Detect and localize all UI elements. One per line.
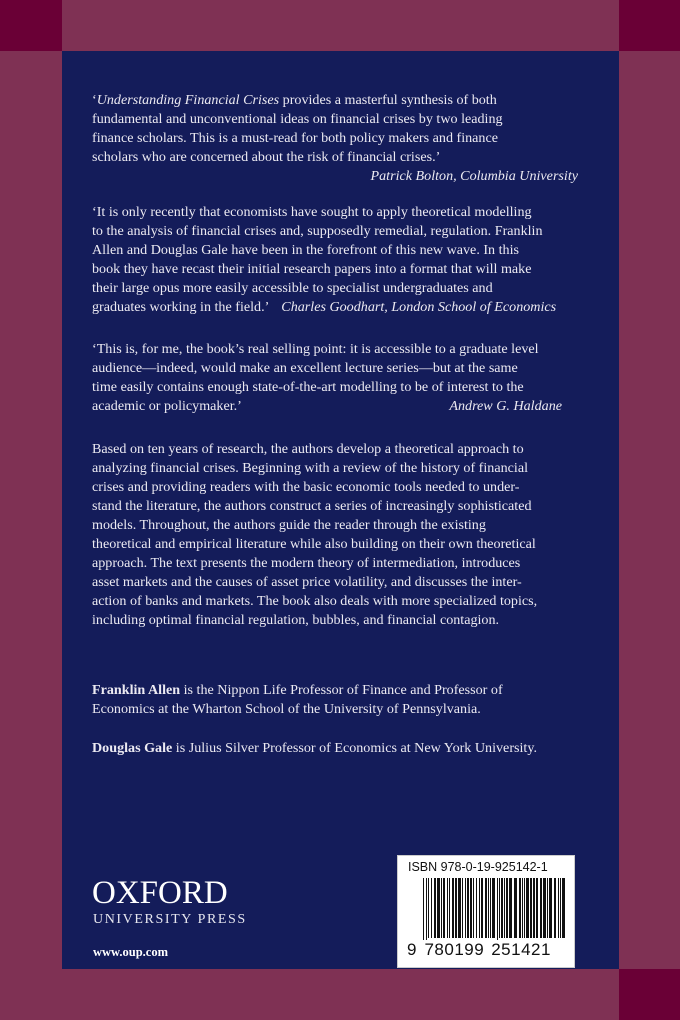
barcode-digit-group: 780199	[424, 940, 485, 959]
barcode-bar	[467, 878, 469, 938]
barcode-bar	[447, 878, 448, 938]
isbn-text: ISBN 978-0-19-925142-1	[408, 860, 548, 874]
barcode-bar	[423, 878, 424, 948]
publisher-website: www.oup.com	[93, 945, 169, 959]
barcode-bar	[434, 878, 436, 938]
text-line: stand the literature, the authors construct a series of increasingly sophisticated	[92, 498, 532, 514]
barcode-bar	[455, 878, 457, 938]
author-name: Douglas Gale	[92, 740, 173, 756]
barcode-bar	[560, 878, 561, 938]
author-bio-allen	[92, 681, 584, 719]
text-line: time easily contains enough state-of-the-art modelling to be of interest to the	[92, 379, 524, 395]
barcode-bar	[441, 878, 442, 938]
text-line: fundamental and unconventional ideas on financial crises by two leading	[92, 111, 503, 127]
barcode-bar	[458, 878, 461, 938]
barcode-bar	[476, 878, 477, 938]
barcode-bar	[536, 878, 538, 938]
barcode-bar	[490, 878, 491, 938]
barcode-bar	[549, 878, 552, 938]
attribution: Andrew G. Haldane	[449, 398, 562, 414]
barcode-bar	[462, 878, 463, 938]
barcode-bar	[504, 878, 505, 938]
author-bio-gale	[92, 739, 584, 758]
barcode-bar	[431, 878, 432, 938]
endorsement-bolton	[92, 91, 584, 186]
text-line	[92, 397, 584, 416]
barcode-bar	[547, 878, 548, 938]
barcode-bar	[499, 878, 500, 938]
barcode-bar	[443, 878, 445, 938]
text-line: approach. The text presents the modern theory of intermediation, introduces	[92, 555, 521, 571]
corner-bottom-right	[619, 969, 680, 1020]
barcode-bar	[426, 878, 427, 948]
barcode-bar	[492, 878, 495, 938]
barcode-bar	[449, 878, 450, 938]
barcode-bar	[526, 878, 529, 938]
barcode-bar	[533, 878, 535, 938]
text: is the Nippon Life Professor of Finance and Professor of	[180, 682, 503, 698]
endorsement-haldane	[92, 340, 584, 416]
text-line: scholars who are concerned about the risk of financial crises.’	[92, 149, 441, 165]
text: is Julius Silver Professor of Economics at New York University.	[172, 740, 537, 756]
text-line: book they have recast their initial research papers into a format that will make	[92, 261, 532, 277]
barcode-bar	[562, 878, 565, 938]
text-line: ‘It is only recently that economists have sought to apply theoretical modelling	[92, 204, 532, 220]
barcode-bar	[485, 878, 487, 938]
text-line: ‘This is, for me, the book’s real selling point: it is accessible to a graduate level	[92, 341, 539, 357]
text-line: asset markets and the causes of asset price volatility, and discusses the inter-	[92, 574, 522, 590]
barcode-digit-group: 9	[407, 940, 417, 959]
barcode-bar	[488, 878, 489, 938]
barcode-bar	[465, 878, 466, 938]
book-description	[92, 440, 584, 630]
barcode-bar	[530, 878, 532, 938]
barcode-bar	[473, 878, 474, 938]
text: academic or policymaker.’	[92, 398, 242, 414]
barcode-bar	[501, 878, 503, 938]
corner-top-left	[0, 0, 62, 51]
barcode-bars	[423, 878, 568, 948]
barcode-bar	[481, 878, 483, 938]
attribution: Charles Goodhart, London School of Economics	[281, 299, 557, 315]
barcode-bar	[437, 878, 440, 938]
text: ‘	[92, 92, 97, 108]
book-title: Understanding Financial Crises	[96, 92, 280, 108]
barcode-bar	[554, 878, 556, 938]
text-line: theoretical and empirical literature while also building on their own theoretical	[92, 536, 536, 552]
text-line: finance scholars. This is a must-read for both policy makers and finance	[92, 130, 498, 146]
text-line: crises and providing readers with the basic economic tools needed to under-	[92, 479, 520, 495]
barcode-bar	[470, 878, 472, 938]
barcode-bar	[509, 878, 512, 938]
text-line	[92, 91, 584, 110]
barcode-bar	[543, 878, 546, 938]
endorsement-goodhart	[92, 203, 584, 317]
text-line: analyzing financial crises. Beginning with a review of the history of financial	[92, 460, 528, 476]
barcode-bar	[540, 878, 542, 938]
publisher-subtitle: UNIVERSITY PRESS	[93, 912, 247, 927]
text-line	[92, 298, 584, 317]
barcode-digits	[406, 940, 552, 960]
barcode-bar	[524, 878, 525, 938]
barcode-bar	[522, 878, 523, 938]
text-line	[92, 681, 584, 700]
text-line: audience—indeed, would make an excellent lecture series—but at the same	[92, 360, 518, 376]
isbn-barcode	[397, 855, 575, 968]
barcode-bar	[514, 878, 517, 938]
text-line: action of banks and markets. The book also deals with more specialized topics,	[92, 593, 538, 609]
text: provides a masterful synthesis of both	[279, 92, 497, 108]
text-line	[92, 739, 584, 758]
barcode-bar	[558, 878, 559, 938]
text-line: Based on ten years of research, the authors develop a theoretical approach to	[92, 441, 524, 457]
barcode-bar	[506, 878, 508, 938]
oxford-logo: OXFORD	[92, 875, 228, 911]
text-line: their large opus more easily accessible to specialist undergraduates and	[92, 280, 493, 296]
corner-top-right	[619, 0, 680, 51]
barcode-bar	[428, 878, 429, 938]
text-line: Economics at the Wharton School of the University of Pennsylvania.	[92, 701, 481, 717]
barcode-bar	[519, 878, 521, 938]
barcode-bar	[452, 878, 454, 938]
barcode-bar	[497, 878, 498, 948]
text-line: to the analysis of financial crises and, supposedly remedial, regulation. Franklin	[92, 223, 543, 239]
barcode-bar	[479, 878, 480, 938]
text-line: models. Throughout, the authors guide the reader through the existing	[92, 517, 486, 533]
text: graduates working in the field.’	[92, 299, 270, 315]
author-name: Franklin Allen	[92, 682, 181, 698]
text-line: including optimal financial regulation, bubbles, and financial contagion.	[92, 612, 500, 628]
text-line: Allen and Douglas Gale have been in the forefront of this new wave. In this	[92, 242, 519, 258]
barcode-digit-group: 251421	[491, 940, 551, 959]
attribution: Patrick Bolton, Columbia University	[370, 168, 578, 184]
